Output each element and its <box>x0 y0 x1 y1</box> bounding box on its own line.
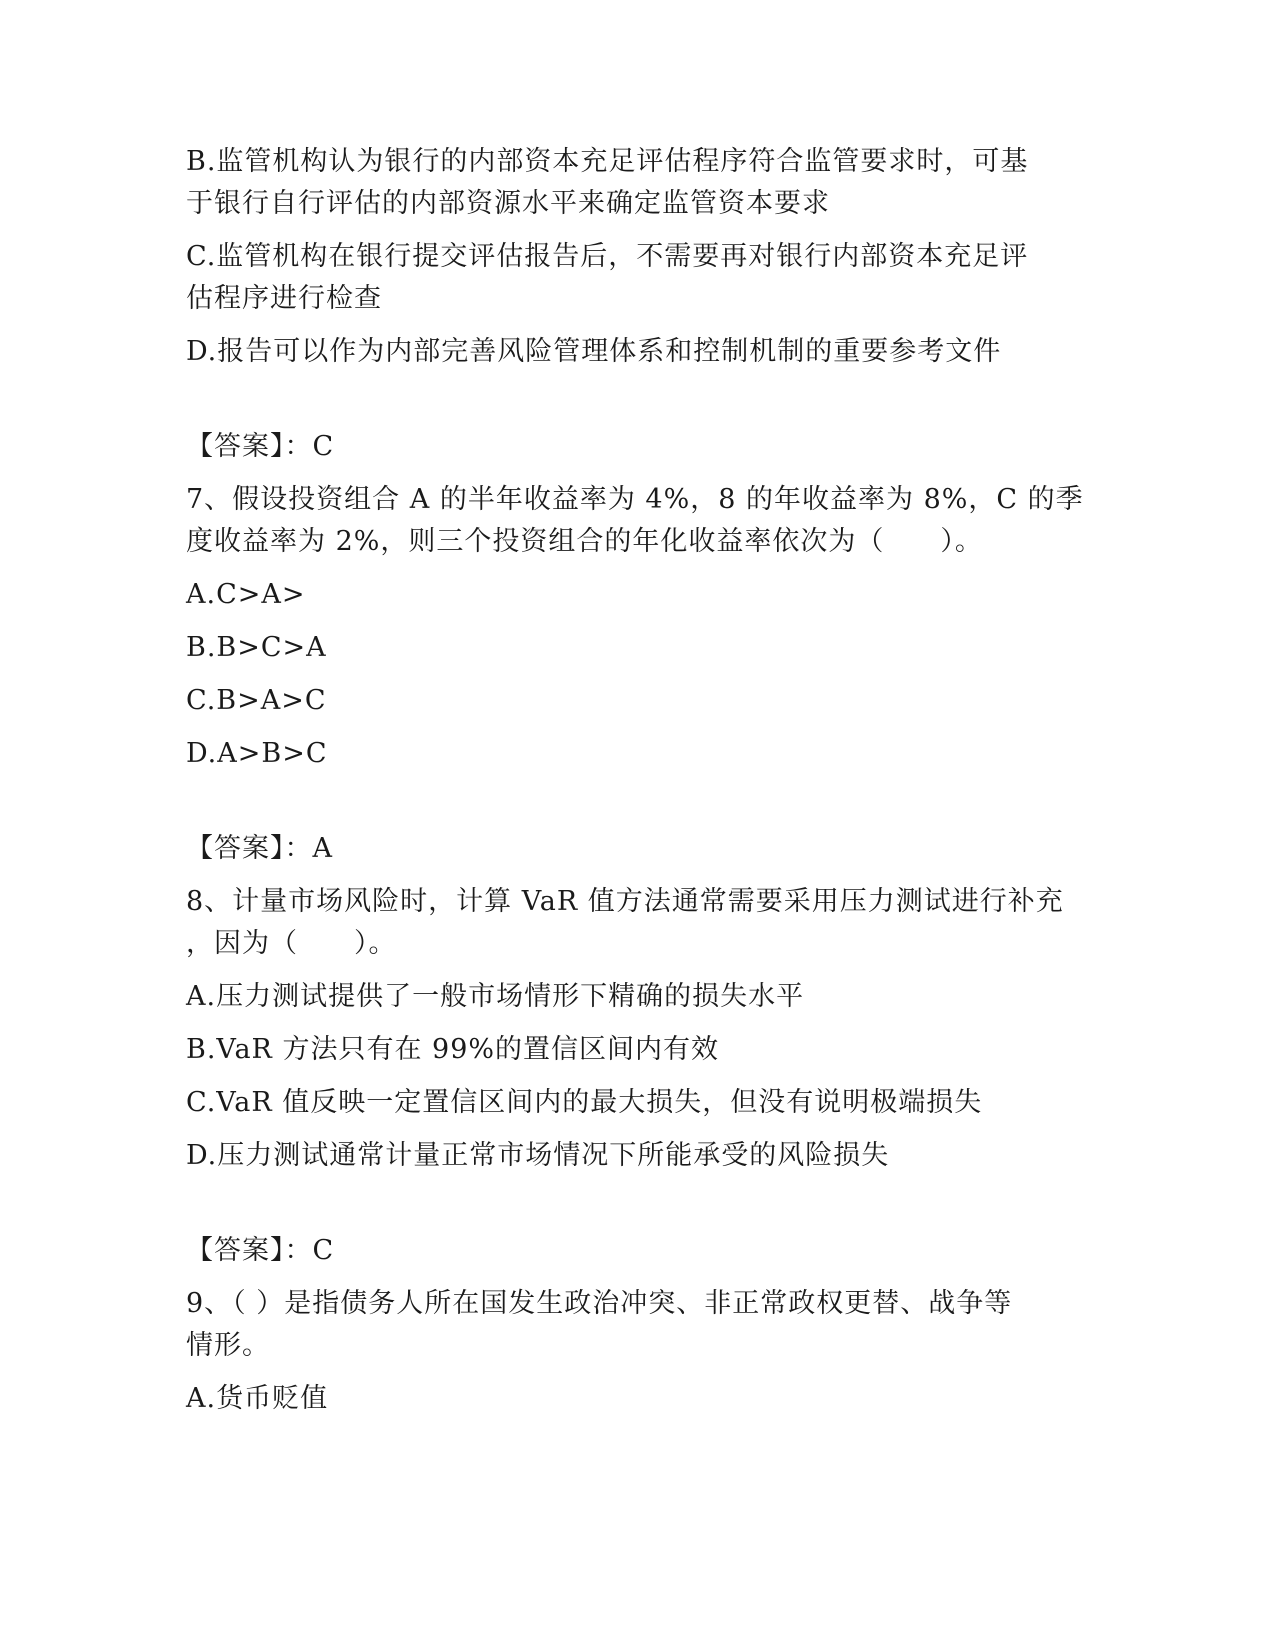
q7-option-c: C.B>A>C <box>186 685 327 716</box>
q6-answer: 【答案】：C <box>186 431 335 462</box>
q8-stem-line2: ，因为（ ）。 <box>186 928 397 959</box>
q9-option-a: A.货币贬值 <box>186 1383 329 1414</box>
q7-stem-line1: 7、假设投资组合 A 的半年收益率为 4%，8 的年收益率为 8%，C 的季 <box>186 484 1084 515</box>
q8-option-a: A.压力测试提供了一般市场情形下精确的损失水平 <box>186 981 805 1012</box>
q7-option-b: B.B>C>A <box>186 632 327 663</box>
q8-answer: 【答案】：C <box>186 1235 335 1266</box>
q8-option-d: D.压力测试通常计量正常市场情况下所能承受的风险损失 <box>186 1140 890 1171</box>
q6-option-c-line1: C.监管机构在银行提交评估报告后，不需要再对银行内部资本充足评 <box>186 241 1029 272</box>
q7-option-d: D.A>B>C <box>186 738 328 769</box>
q9-stem-line1: 9、（ ）是指债务人所在国发生政治冲突、非正常政权更替、战争等 <box>186 1288 1013 1319</box>
q6-option-d: D.报告可以作为内部完善风险管理体系和控制机制的重要参考文件 <box>186 336 1002 367</box>
q8-stem-line1: 8、计量市场风险时，计算 VaR 值方法通常需要采用压力测试进行补充 <box>186 886 1064 917</box>
q7-stem-line2: 度收益率为 2%，则三个投资组合的年化收益率依次为（ ）。 <box>186 526 983 557</box>
q8-option-c: C.VaR 值反映一定置信区间内的最大损失，但没有说明极端损失 <box>186 1087 983 1118</box>
q7-answer: 【答案】：A <box>186 833 333 864</box>
q6-option-c-line2: 估程序进行检查 <box>186 283 382 314</box>
q6-option-b-line2: 于银行自行评估的内部资源水平来确定监管资本要求 <box>186 188 830 219</box>
q8-option-b: B.VaR 方法只有在 99%的置信区间内有效 <box>186 1034 720 1065</box>
q7-option-a: A.C>A> <box>186 579 306 610</box>
q9-stem-line2: 情形。 <box>186 1330 270 1361</box>
q6-option-b-line1: B.监管机构认为银行的内部资本充足评估程序符合监管要求时，可基 <box>186 146 1029 177</box>
